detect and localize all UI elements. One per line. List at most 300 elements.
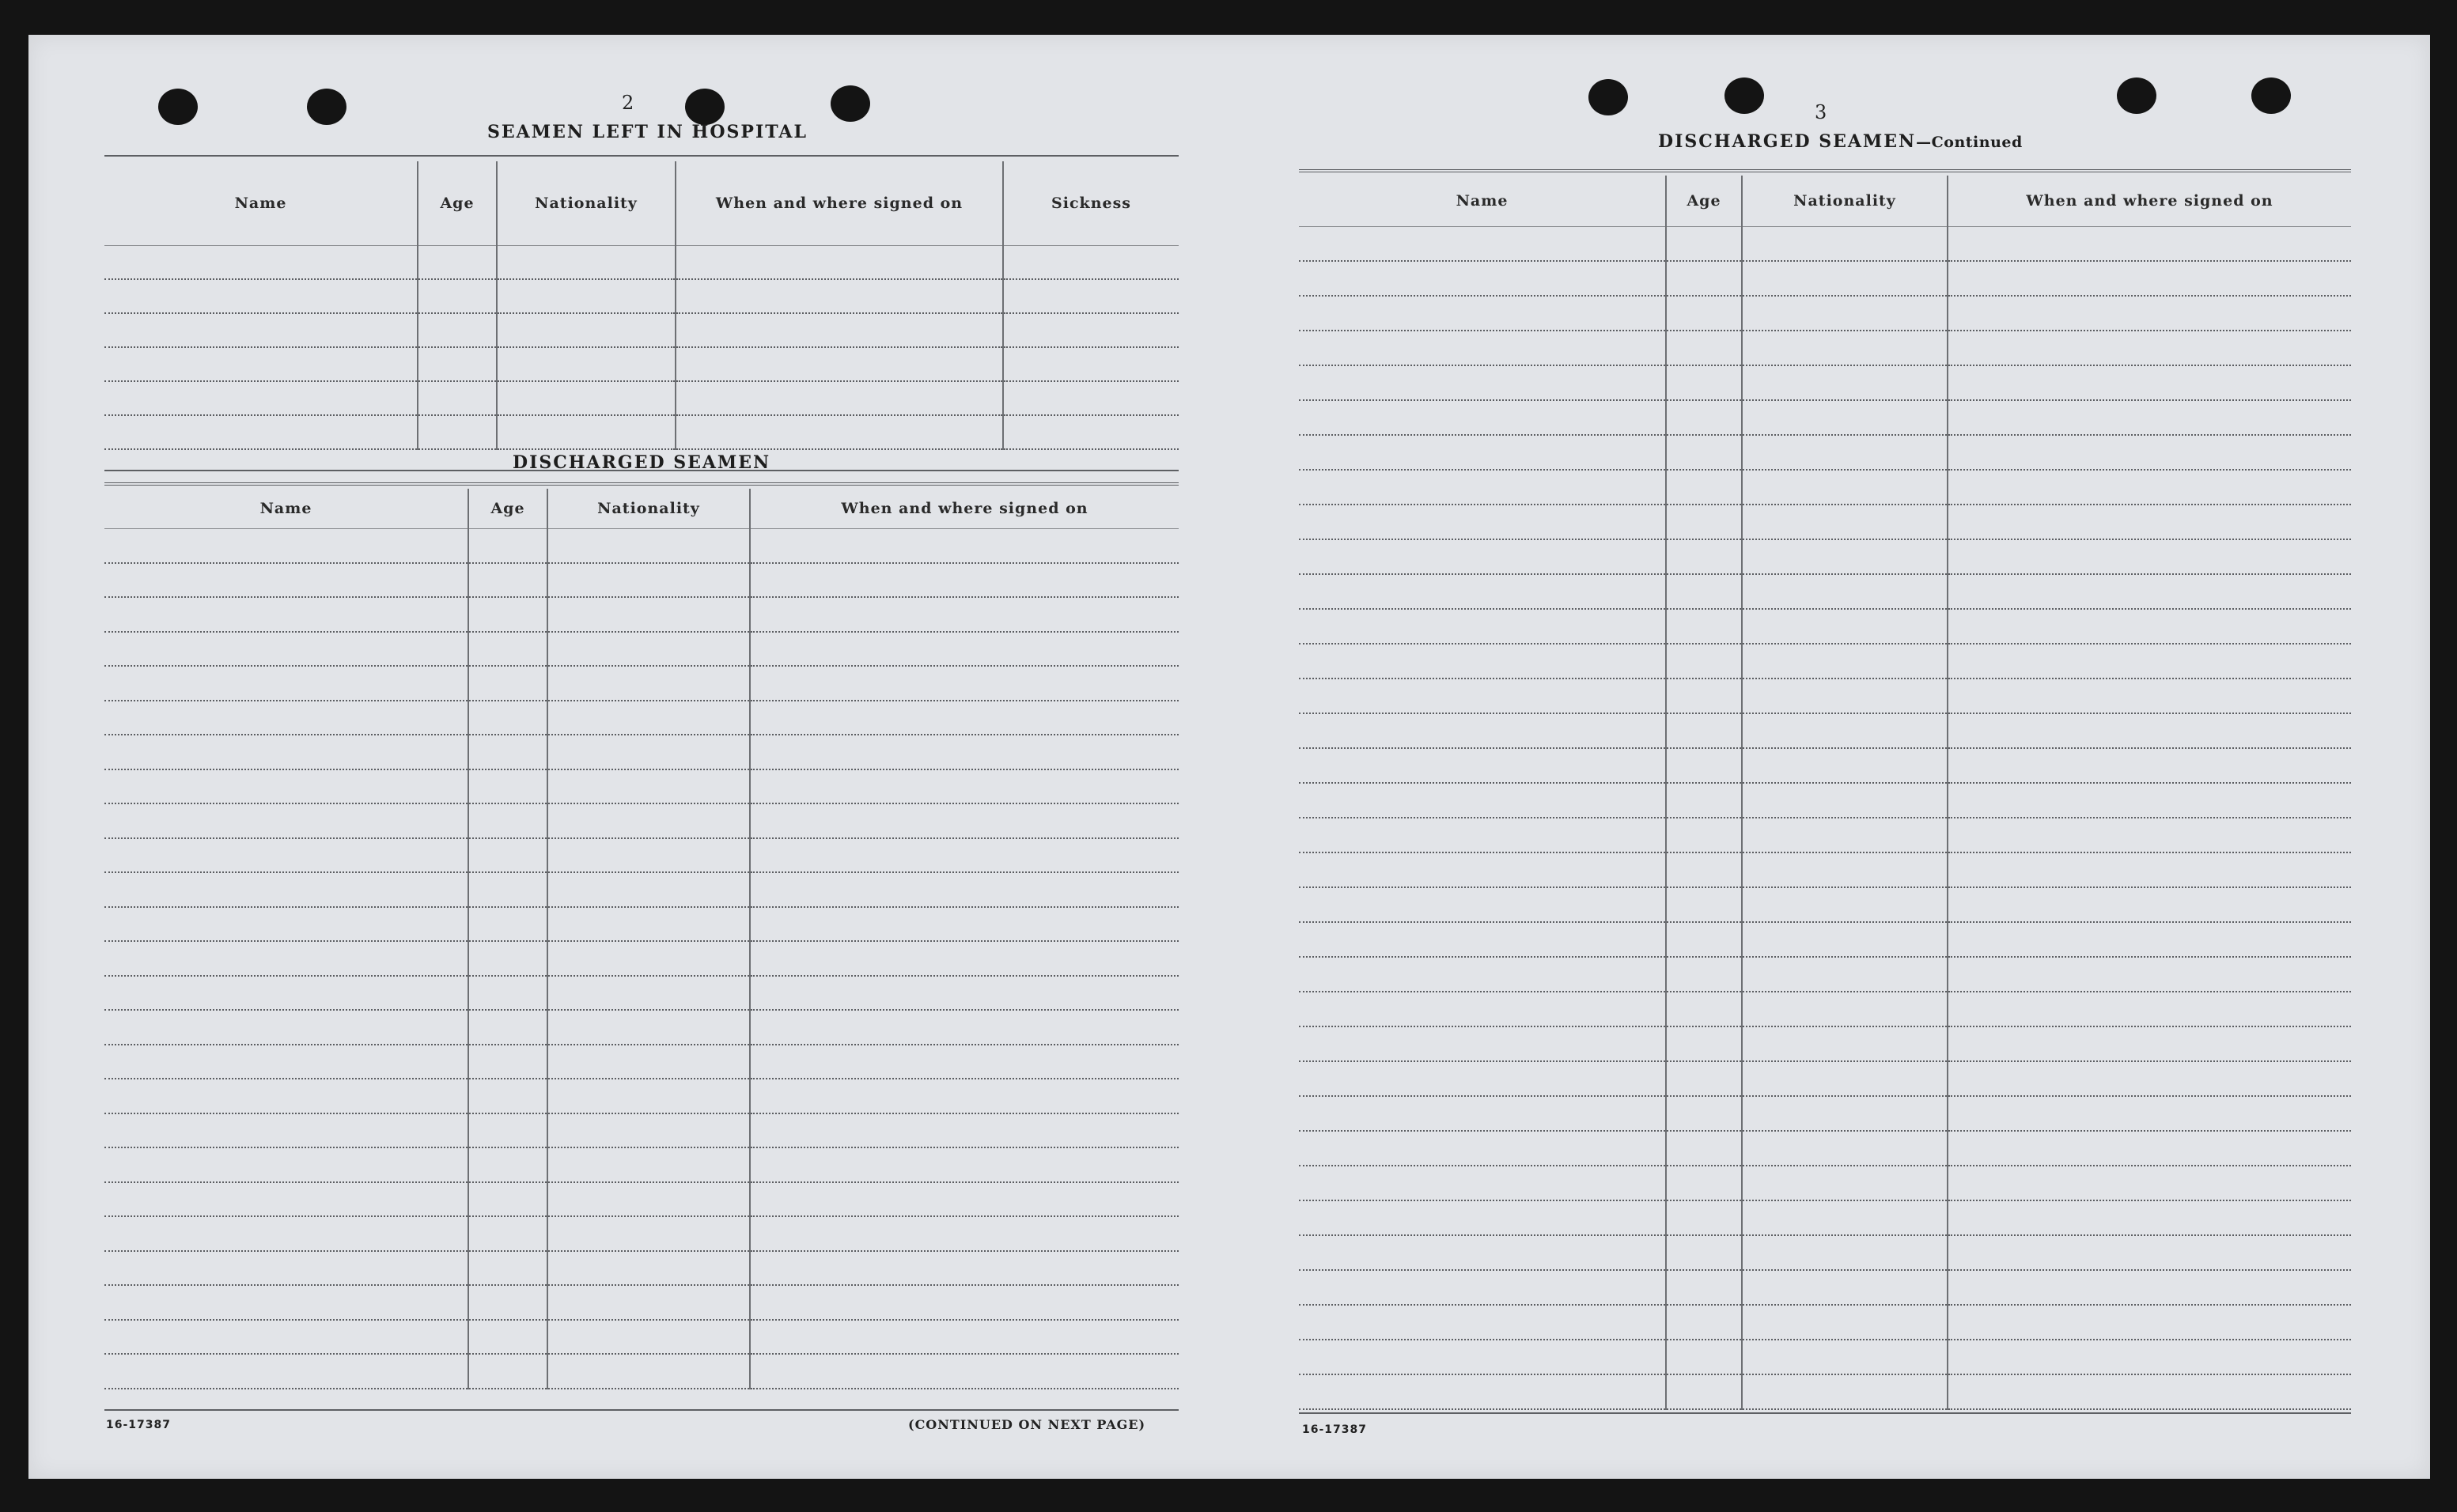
continued-row <box>1299 1340 2351 1374</box>
continued-cell[interactable] <box>1948 992 2351 1026</box>
discharged-cell[interactable] <box>750 1354 1179 1389</box>
continued-cell[interactable] <box>1666 331 1742 365</box>
hospital-cell[interactable] <box>104 381 418 415</box>
continued-cell[interactable] <box>1666 470 1742 505</box>
continued-cell[interactable] <box>1742 400 1948 435</box>
continued-cell[interactable] <box>1948 1235 2351 1270</box>
hospital-cell[interactable] <box>497 279 676 313</box>
continued-cell[interactable] <box>1299 644 1666 679</box>
continued-cell[interactable] <box>1299 296 1666 331</box>
continued-cell[interactable] <box>1299 748 1666 783</box>
discharged-cell[interactable] <box>104 563 468 598</box>
continued-cell[interactable] <box>1666 435 1742 470</box>
discharged-cell[interactable] <box>547 1216 750 1251</box>
discharged-cell[interactable] <box>468 769 547 804</box>
continued-cell[interactable] <box>1666 505 1742 539</box>
continued-cell[interactable] <box>1666 1374 1742 1409</box>
continued-cell[interactable] <box>1948 296 2351 331</box>
discharged-cell[interactable] <box>104 907 468 942</box>
continued-cell[interactable] <box>1948 400 2351 435</box>
continued-cell[interactable] <box>1742 748 1948 783</box>
continued-cell[interactable] <box>1948 470 2351 505</box>
discharged-cell[interactable] <box>468 838 547 873</box>
continued-cell[interactable] <box>1948 1305 2351 1340</box>
discharged-cell[interactable] <box>104 838 468 873</box>
discharged-cell[interactable] <box>750 528 1179 563</box>
discharged-row <box>104 1045 1179 1079</box>
discharged-cell[interactable] <box>104 803 468 838</box>
discharged-row <box>104 872 1179 907</box>
continued-cell[interactable] <box>1742 574 1948 609</box>
continued-cell[interactable] <box>1948 331 2351 365</box>
discharged-cell[interactable] <box>104 1320 468 1355</box>
hospital-cell[interactable] <box>497 347 676 381</box>
continued-cell[interactable] <box>1742 505 1948 539</box>
discharged-cell[interactable] <box>750 1216 1179 1251</box>
discharged-cell[interactable] <box>750 838 1179 873</box>
continued-row <box>1299 818 2351 852</box>
right-form-number: 16-17387 <box>1302 1423 1367 1436</box>
discharged-cell[interactable] <box>468 1182 547 1217</box>
discharged-cell[interactable] <box>468 563 547 598</box>
hospital-cell[interactable] <box>676 381 1003 415</box>
discharged-cell[interactable] <box>547 632 750 667</box>
continued-cell[interactable] <box>1948 505 2351 539</box>
continued-cell[interactable] <box>1742 296 1948 331</box>
hospital-cell[interactable] <box>104 415 418 449</box>
discharged-cell[interactable] <box>750 1320 1179 1355</box>
continued-cell[interactable] <box>1299 400 1666 435</box>
discharged-cell[interactable] <box>468 803 547 838</box>
continued-cell[interactable] <box>1742 679 1948 713</box>
discharged-cell[interactable] <box>547 1354 750 1389</box>
continued-cell[interactable] <box>1742 887 1948 922</box>
discharged-cell[interactable] <box>104 1182 468 1217</box>
continued-cell[interactable] <box>1666 1131 1742 1166</box>
discharged-cell[interactable] <box>547 1113 750 1148</box>
continued-cell[interactable] <box>1666 644 1742 679</box>
continued-cell[interactable] <box>1666 992 1742 1026</box>
discharged-cell[interactable] <box>104 632 468 667</box>
discharged-cell[interactable] <box>468 1045 547 1079</box>
continued-col-header: Age <box>1666 176 1742 226</box>
continued-cell[interactable] <box>1948 1374 2351 1409</box>
discharged-cell[interactable] <box>547 563 750 598</box>
discharged-cell[interactable] <box>750 941 1179 976</box>
continued-row <box>1299 1061 2351 1096</box>
continued-cell[interactable] <box>1742 261 1948 296</box>
hospital-cell[interactable] <box>497 415 676 449</box>
hospital-col-header: When and where signed on <box>676 161 1003 245</box>
continued-row <box>1299 713 2351 748</box>
continued-cell[interactable] <box>1742 226 1948 261</box>
hospital-cell[interactable] <box>497 245 676 279</box>
continued-cell[interactable] <box>1666 226 1742 261</box>
continued-cell[interactable] <box>1948 748 2351 783</box>
hospital-cell[interactable] <box>1003 245 1179 279</box>
continued-cell[interactable] <box>1742 1270 1948 1305</box>
continued-cell[interactable] <box>1948 435 2351 470</box>
continued-cell[interactable] <box>1742 957 1948 992</box>
continued-cell[interactable] <box>1299 1096 1666 1131</box>
continued-cell[interactable] <box>1742 609 1948 644</box>
continued-cell[interactable] <box>1666 539 1742 574</box>
continued-cell[interactable] <box>1666 574 1742 609</box>
discharged-cell[interactable] <box>468 1354 547 1389</box>
punch-hole <box>1588 79 1628 115</box>
continued-cell[interactable] <box>1948 1061 2351 1096</box>
discharged-cell[interactable] <box>750 769 1179 804</box>
discharged-cell[interactable] <box>750 976 1179 1011</box>
discharged-cell[interactable] <box>547 528 750 563</box>
continued-cell[interactable] <box>1948 609 2351 644</box>
continued-cell[interactable] <box>1948 1096 2351 1131</box>
discharged-cell[interactable] <box>547 597 750 632</box>
continued-cell[interactable] <box>1666 1096 1742 1131</box>
discharged-cell[interactable] <box>468 1285 547 1320</box>
hospital-cell[interactable] <box>1003 381 1179 415</box>
continued-cell[interactable] <box>1742 1166 1948 1200</box>
form-sheet <box>28 35 2430 1479</box>
continued-row <box>1299 365 2351 400</box>
discharged-cell[interactable] <box>468 976 547 1011</box>
continued-cell[interactable] <box>1948 922 2351 957</box>
continued-cell[interactable] <box>1299 1340 1666 1374</box>
continued-cell[interactable] <box>1299 1305 1666 1340</box>
discharged-cell[interactable] <box>750 1182 1179 1217</box>
hospital-cell[interactable] <box>104 313 418 347</box>
discharged-cell[interactable] <box>750 872 1179 907</box>
continued-cell[interactable] <box>1948 226 2351 261</box>
discharged-cell[interactable] <box>750 1045 1179 1079</box>
discharged-row <box>104 632 1179 667</box>
continued-cell[interactable] <box>1299 1374 1666 1409</box>
discharged-cell[interactable] <box>750 735 1179 769</box>
continued-row <box>1299 574 2351 609</box>
continued-row <box>1299 922 2351 957</box>
continued-cell[interactable] <box>1742 644 1948 679</box>
discharged-cell[interactable] <box>547 769 750 804</box>
discharged-cell[interactable] <box>750 563 1179 598</box>
discharged-cell[interactable] <box>104 1079 468 1113</box>
discharged-cell[interactable] <box>104 1285 468 1320</box>
continued-cell[interactable] <box>1742 539 1948 574</box>
continued-cell[interactable] <box>1742 922 1948 957</box>
continued-cell[interactable] <box>1666 818 1742 852</box>
discharged-cell[interactable] <box>750 1147 1179 1182</box>
discharged-cell[interactable] <box>104 872 468 907</box>
continued-cell[interactable] <box>1742 1200 1948 1235</box>
continued-cell[interactable] <box>1666 713 1742 748</box>
discharged-cell[interactable] <box>468 907 547 942</box>
right-bottom-rule <box>1299 1412 2351 1414</box>
hospital-cell[interactable] <box>418 415 497 449</box>
continued-row <box>1299 331 2351 365</box>
continued-cell[interactable] <box>1666 609 1742 644</box>
continued-cell[interactable] <box>1299 1235 1666 1270</box>
continued-cell[interactable] <box>1299 713 1666 748</box>
discharged-row <box>104 597 1179 632</box>
continued-cell[interactable] <box>1299 1026 1666 1061</box>
hospital-cell[interactable] <box>1003 313 1179 347</box>
continued-cell[interactable] <box>1948 574 2351 609</box>
hospital-cell[interactable] <box>497 381 676 415</box>
continued-cell[interactable] <box>1299 818 1666 852</box>
continued-cell[interactable] <box>1299 957 1666 992</box>
continued-cell[interactable] <box>1666 1340 1742 1374</box>
discharged-cell[interactable] <box>750 701 1179 735</box>
discharged-cell[interactable] <box>468 701 547 735</box>
continued-cell[interactable] <box>1742 1305 1948 1340</box>
continued-cell[interactable] <box>1299 992 1666 1026</box>
discharged-cell[interactable] <box>547 1147 750 1182</box>
discharged-cell[interactable] <box>104 1113 468 1148</box>
discharged-cell[interactable] <box>104 976 468 1011</box>
continued-cell[interactable] <box>1948 261 2351 296</box>
continued-cell[interactable] <box>1742 470 1948 505</box>
discharged-cell[interactable] <box>750 632 1179 667</box>
continued-cell[interactable] <box>1299 331 1666 365</box>
continued-cell[interactable] <box>1742 331 1948 365</box>
continued-cell[interactable] <box>1666 1270 1742 1305</box>
continued-cell[interactable] <box>1666 922 1742 957</box>
discharged-cell[interactable] <box>547 666 750 701</box>
discharged-cell[interactable] <box>750 597 1179 632</box>
hospital-table <box>104 161 1179 450</box>
discharged-cell[interactable] <box>104 1354 468 1389</box>
continued-cell[interactable] <box>1299 783 1666 818</box>
right-page-number: 3 <box>1815 101 1827 123</box>
hospital-cell[interactable] <box>104 347 418 381</box>
hospital-cell[interactable] <box>1003 279 1179 313</box>
discharged-cell[interactable] <box>547 941 750 976</box>
hospital-cell[interactable] <box>676 347 1003 381</box>
discharged-cell[interactable] <box>547 701 750 735</box>
discharged-cell[interactable] <box>547 872 750 907</box>
continued-cell[interactable] <box>1948 852 2351 887</box>
continued-cell[interactable] <box>1948 957 2351 992</box>
continued-cell[interactable] <box>1742 365 1948 400</box>
continued-cell[interactable] <box>1299 574 1666 609</box>
continued-cell[interactable] <box>1742 818 1948 852</box>
discharged-cell[interactable] <box>468 632 547 667</box>
discharged-cell[interactable] <box>468 1079 547 1113</box>
discharged-cell[interactable] <box>547 735 750 769</box>
discharged-cell[interactable] <box>104 528 468 563</box>
continued-cell[interactable] <box>1666 1026 1742 1061</box>
discharged-cell[interactable] <box>468 1216 547 1251</box>
hospital-cell[interactable] <box>676 313 1003 347</box>
continued-cell[interactable] <box>1299 261 1666 296</box>
hospital-cell[interactable] <box>418 245 497 279</box>
continued-cell[interactable] <box>1666 1166 1742 1200</box>
continued-cell[interactable] <box>1666 296 1742 331</box>
discharged-cell[interactable] <box>104 1045 468 1079</box>
continued-cell[interactable] <box>1742 1235 1948 1270</box>
discharged-cell[interactable] <box>547 838 750 873</box>
hospital-cell[interactable] <box>104 279 418 313</box>
discharged-cell[interactable] <box>547 907 750 942</box>
continued-cell[interactable] <box>1742 1026 1948 1061</box>
continued-cell[interactable] <box>1666 1235 1742 1270</box>
discharged-cell[interactable] <box>104 666 468 701</box>
continued-cell[interactable] <box>1948 713 2351 748</box>
hospital-cell[interactable] <box>104 245 418 279</box>
continued-row <box>1299 957 2351 992</box>
continued-cell[interactable] <box>1742 992 1948 1026</box>
discharged-row <box>104 735 1179 769</box>
continued-cell[interactable] <box>1666 1305 1742 1340</box>
discharged-row <box>104 976 1179 1011</box>
discharged-cell[interactable] <box>104 1216 468 1251</box>
continued-cell[interactable] <box>1948 644 2351 679</box>
discharged-cell[interactable] <box>750 1079 1179 1113</box>
discharged-cell[interactable] <box>547 1079 750 1113</box>
discharged-cell[interactable] <box>104 1251 468 1286</box>
continued-cell[interactable] <box>1299 922 1666 957</box>
continued-cell[interactable] <box>1742 713 1948 748</box>
discharged-cell[interactable] <box>547 1251 750 1286</box>
discharged-cell[interactable] <box>468 1010 547 1045</box>
discharged-cell[interactable] <box>104 735 468 769</box>
continued-cell[interactable] <box>1948 1131 2351 1166</box>
continued-cell[interactable] <box>1299 505 1666 539</box>
discharged-row <box>104 1251 1179 1286</box>
continued-cell[interactable] <box>1299 365 1666 400</box>
continued-cell[interactable] <box>1299 609 1666 644</box>
discharged-cell[interactable] <box>547 1320 750 1355</box>
discharged-cell[interactable] <box>104 701 468 735</box>
continued-row <box>1299 609 2351 644</box>
discharged-cell[interactable] <box>104 1147 468 1182</box>
continued-cell[interactable] <box>1948 1026 2351 1061</box>
continued-cell[interactable] <box>1742 783 1948 818</box>
continued-cell[interactable] <box>1299 226 1666 261</box>
discharged-row <box>104 1320 1179 1355</box>
continued-cell[interactable] <box>1299 1166 1666 1200</box>
discharged-cell[interactable] <box>547 803 750 838</box>
hospital-cell[interactable] <box>1003 347 1179 381</box>
discharged-cell[interactable] <box>468 597 547 632</box>
discharged-cell[interactable] <box>468 1147 547 1182</box>
continued-cell[interactable] <box>1666 957 1742 992</box>
discharged-col-header: Nationality <box>547 489 750 528</box>
discharged-col-header: When and where signed on <box>750 489 1179 528</box>
discharged-cell[interactable] <box>468 1320 547 1355</box>
discharged-cell[interactable] <box>104 597 468 632</box>
discharged-cell[interactable] <box>750 1251 1179 1286</box>
discharged-cell[interactable] <box>547 1010 750 1045</box>
hospital-cell[interactable] <box>418 313 497 347</box>
continued-cell[interactable] <box>1742 1061 1948 1096</box>
continued-cell[interactable] <box>1742 1374 1948 1409</box>
discharged-cell[interactable] <box>104 1010 468 1045</box>
discharged-cell[interactable] <box>750 1010 1179 1045</box>
continued-cell[interactable] <box>1666 852 1742 887</box>
continued-cell[interactable] <box>1299 470 1666 505</box>
continued-cell[interactable] <box>1948 1200 2351 1235</box>
continued-cell[interactable] <box>1666 783 1742 818</box>
continued-cell[interactable] <box>1299 435 1666 470</box>
continued-cell[interactable] <box>1742 435 1948 470</box>
discharged-cell[interactable] <box>468 941 547 976</box>
continued-cell[interactable] <box>1299 1061 1666 1096</box>
continued-cell[interactable] <box>1666 261 1742 296</box>
continued-note: (CONTINUED ON NEXT PAGE) <box>908 1417 1146 1432</box>
continued-cell[interactable] <box>1299 1131 1666 1166</box>
hospital-cell[interactable] <box>1003 415 1179 449</box>
continued-cell[interactable] <box>1948 783 2351 818</box>
continued-cell[interactable] <box>1299 852 1666 887</box>
discharged-cell[interactable] <box>468 666 547 701</box>
discharged-cell[interactable] <box>547 1285 750 1320</box>
continued-cell[interactable] <box>1299 539 1666 574</box>
discharged-cell[interactable] <box>750 907 1179 942</box>
hospital-cell[interactable] <box>418 347 497 381</box>
continued-cell[interactable] <box>1299 1200 1666 1235</box>
hospital-cell[interactable] <box>418 381 497 415</box>
hospital-cell[interactable] <box>497 313 676 347</box>
continued-row <box>1299 505 2351 539</box>
discharged-cell[interactable] <box>468 735 547 769</box>
discharged-cell[interactable] <box>547 1182 750 1217</box>
continued-cell[interactable] <box>1948 887 2351 922</box>
discharged-cell[interactable] <box>104 769 468 804</box>
continued-cell[interactable] <box>1948 539 2351 574</box>
continued-col-header: Name <box>1299 176 1666 226</box>
continued-cell[interactable] <box>1666 1200 1742 1235</box>
discharged-cell[interactable] <box>468 528 547 563</box>
discharged-cell[interactable] <box>468 1251 547 1286</box>
continued-cell[interactable] <box>1742 1340 1948 1374</box>
continued-cell[interactable] <box>1742 1131 1948 1166</box>
continued-cell[interactable] <box>1666 365 1742 400</box>
hospital-cell[interactable] <box>676 279 1003 313</box>
discharged-cell[interactable] <box>750 666 1179 701</box>
continued-cell[interactable] <box>1666 1061 1742 1096</box>
discharged-cell[interactable] <box>104 941 468 976</box>
continued-cell[interactable] <box>1666 748 1742 783</box>
continued-cell[interactable] <box>1948 818 2351 852</box>
hospital-cell[interactable] <box>676 415 1003 449</box>
continued-cell[interactable] <box>1666 887 1742 922</box>
continued-cell[interactable] <box>1948 679 2351 713</box>
continued-cell[interactable] <box>1948 1340 2351 1374</box>
discharged-cell[interactable] <box>547 976 750 1011</box>
discharged-cell[interactable] <box>547 1045 750 1079</box>
continued-cell[interactable] <box>1948 365 2351 400</box>
continued-cell[interactable] <box>1299 679 1666 713</box>
hospital-cell[interactable] <box>418 279 497 313</box>
continued-cell[interactable] <box>1948 1270 2351 1305</box>
discharged-row <box>104 769 1179 804</box>
discharged-cell[interactable] <box>750 803 1179 838</box>
continued-cell[interactable] <box>1742 1096 1948 1131</box>
continued-cell[interactable] <box>1299 1270 1666 1305</box>
discharged-bottom-rule <box>104 1409 1179 1411</box>
discharged-cell[interactable] <box>750 1113 1179 1148</box>
discharged-cell[interactable] <box>750 1285 1179 1320</box>
discharged-cell[interactable] <box>468 872 547 907</box>
continued-cell[interactable] <box>1948 1166 2351 1200</box>
discharged-cell[interactable] <box>468 1113 547 1148</box>
continued-cell[interactable] <box>1666 400 1742 435</box>
hospital-cell[interactable] <box>676 245 1003 279</box>
hospital-row <box>104 381 1179 415</box>
continued-cell[interactable] <box>1299 887 1666 922</box>
continued-cell[interactable] <box>1742 852 1948 887</box>
continued-cell[interactable] <box>1666 679 1742 713</box>
